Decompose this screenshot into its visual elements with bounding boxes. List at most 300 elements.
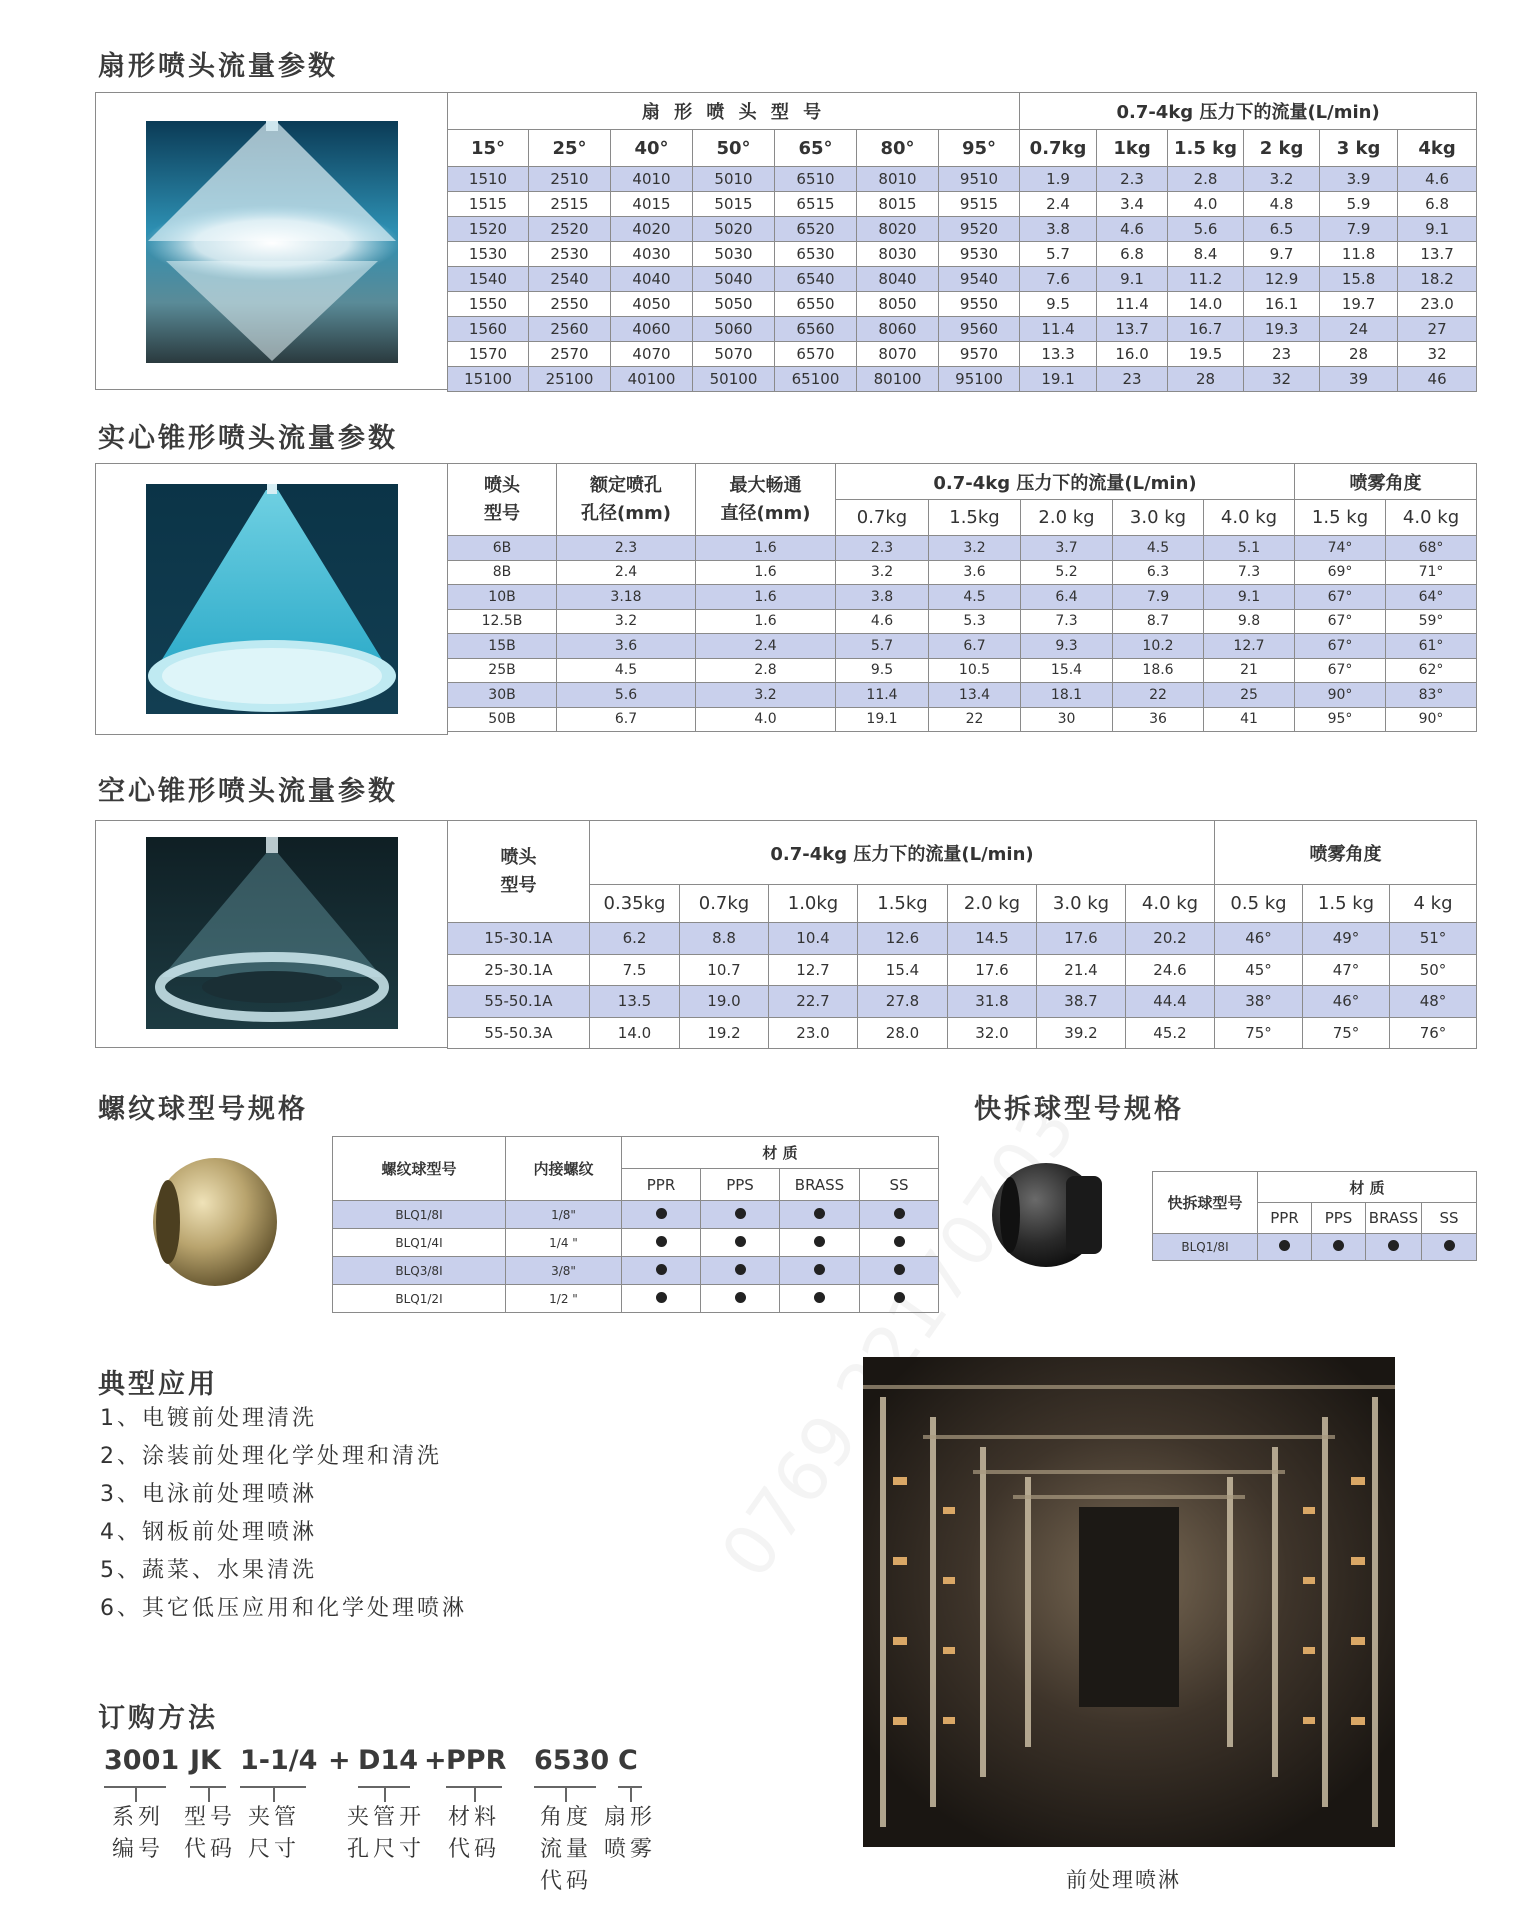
list-item: 5、蔬菜、水果清洗 <box>100 1558 317 1583</box>
solid-orifice-header <box>557 464 696 536</box>
table-cell: 67° <box>1295 658 1386 683</box>
table-cell: 1.6 <box>696 585 836 610</box>
hollow-flow-header: 0.7-4kg 压力下的流量(L/min) <box>590 821 1215 885</box>
table-cell: 12.6 <box>858 923 948 955</box>
table-cell: 27.8 <box>858 986 948 1018</box>
table-cell: 9510 <box>939 167 1020 192</box>
table-cell: 32 <box>1398 342 1477 367</box>
bullet-dot-icon <box>656 1264 667 1275</box>
table-cell: 2.8 <box>1168 167 1244 192</box>
bullet-dot-icon <box>894 1208 905 1219</box>
table-cell: 13.7 <box>1097 317 1168 342</box>
solid-col-header: 3.0 kg <box>1113 500 1204 536</box>
material-available-cell <box>780 1257 860 1285</box>
material-available-cell <box>701 1285 780 1313</box>
table-cell: 23 <box>1097 367 1168 392</box>
table-cell: 7.3 <box>1204 560 1295 585</box>
table-cell: 8070 <box>857 342 939 367</box>
quick-material-col: PPR <box>1258 1203 1312 1234</box>
table-cell: 83° <box>1386 683 1477 708</box>
table-cell: 3.2 <box>696 683 836 708</box>
table-row <box>448 342 1477 367</box>
table-cell: 6560 <box>775 317 857 342</box>
connector <box>565 1788 567 1802</box>
table-row <box>448 536 1477 561</box>
table-cell: 38.7 <box>1037 986 1126 1018</box>
table-cell: 23 <box>1244 342 1320 367</box>
table-cell: 2.3 <box>557 536 696 561</box>
table-cell: 15.4 <box>1021 658 1113 683</box>
thread-thread-header: 内接螺纹 <box>506 1137 622 1201</box>
table-cell: 23.0 <box>769 1017 858 1049</box>
table-cell: 4.6 <box>1097 217 1168 242</box>
fan-col-header: 3 kg <box>1320 130 1398 167</box>
table-cell: 6.4 <box>1021 585 1113 610</box>
table-cell: 19.2 <box>680 1017 769 1049</box>
hollow-col-header: 0.35kg <box>590 885 680 923</box>
table-cell: 9.1 <box>1097 267 1168 292</box>
table-cell: 6.3 <box>1113 560 1204 585</box>
bullet-dot-icon <box>656 1292 667 1303</box>
table-cell: 95100 <box>939 367 1020 392</box>
table-cell: 21 <box>1204 658 1295 683</box>
table-cell: 8015 <box>857 192 939 217</box>
solid-col-header: 0.7kg <box>836 500 929 536</box>
table-cell: 3.2 <box>929 536 1021 561</box>
table-cell: 9570 <box>939 342 1020 367</box>
table-row <box>448 242 1477 267</box>
table-cell: 7.3 <box>1021 609 1113 634</box>
table-cell: 8030 <box>857 242 939 267</box>
order-code-hole: D14 <box>358 1745 418 1776</box>
table-cell: 68° <box>1386 536 1477 561</box>
table-cell: 1.6 <box>696 536 836 561</box>
material-available-cell <box>1312 1234 1366 1261</box>
table-cell: 2550 <box>529 292 611 317</box>
table-cell: 6570 <box>775 342 857 367</box>
table-cell: 59° <box>1386 609 1477 634</box>
table-cell: 71° <box>1386 560 1477 585</box>
table-cell: 6.8 <box>1398 192 1477 217</box>
table-cell: 69° <box>1295 560 1386 585</box>
table-cell: 22 <box>929 707 1021 732</box>
order-code-plus: + <box>328 1745 351 1776</box>
table-cell: 4015 <box>611 192 693 217</box>
table-cell: 46° <box>1303 986 1390 1018</box>
table-cell: 6515 <box>775 192 857 217</box>
table-row <box>448 292 1477 317</box>
table-cell: 38° <box>1215 986 1303 1018</box>
table-cell: 5.7 <box>1020 242 1097 267</box>
thread-material-header: 材 质 <box>622 1137 939 1169</box>
thread-material-col: SS <box>860 1169 939 1201</box>
table-cell: 27 <box>1398 317 1477 342</box>
table-cell: 15B <box>448 634 557 659</box>
hollow-angle-header: 喷雾角度 <box>1215 821 1477 885</box>
table-cell: 6540 <box>775 267 857 292</box>
order-code-series: 3001 <box>104 1745 180 1776</box>
table-cell: 18.2 <box>1398 267 1477 292</box>
bullet-dot-icon <box>735 1292 746 1303</box>
list-item: 4、钢板前处理喷淋 <box>100 1520 317 1545</box>
solid-col-header: 1.5 kg <box>1295 500 1386 536</box>
table-cell: 1570 <box>448 342 529 367</box>
material-available-cell <box>622 1285 701 1313</box>
table-cell: 2520 <box>529 217 611 242</box>
table-cell: 24.6 <box>1126 954 1215 986</box>
table-cell: 9515 <box>939 192 1020 217</box>
table-cell: 7.9 <box>1113 585 1204 610</box>
hollow-col-header: 0.7kg <box>680 885 769 923</box>
pretreatment-spray-photo <box>863 1357 1395 1847</box>
quick-section-title: 快拆球型号规格 <box>974 1094 1184 1125</box>
table-cell: 8.8 <box>680 923 769 955</box>
table-cell: 1.9 <box>1020 167 1097 192</box>
table-cell: 75° <box>1303 1017 1390 1049</box>
solid-cone-table <box>447 463 1477 732</box>
table-cell: 15.8 <box>1320 267 1398 292</box>
table-row <box>448 683 1477 708</box>
table-cell: 19.7 <box>1320 292 1398 317</box>
table-cell: 39 <box>1320 367 1398 392</box>
table-cell: 8060 <box>857 317 939 342</box>
table-row <box>333 1285 939 1313</box>
table-cell: 13.3 <box>1020 342 1097 367</box>
solid-model-header-label: 喷头 型号 <box>484 474 520 524</box>
material-available-cell <box>780 1285 860 1313</box>
table-cell: 9.1 <box>1398 217 1477 242</box>
solid-orifice-header-label: 额定喷孔 孔径(mm) <box>581 474 671 524</box>
table-cell: 15100 <box>448 367 529 392</box>
list-item: 1、电镀前处理清洗 <box>100 1406 317 1431</box>
table-cell: 11.4 <box>1097 292 1168 317</box>
order-label-type: 型号 代码 <box>183 1805 236 1862</box>
table-cell: 6550 <box>775 292 857 317</box>
apps-list <box>100 1400 467 1628</box>
solid-model-header <box>448 464 557 536</box>
solid-col-header: 2.0 kg <box>1021 500 1113 536</box>
table-cell: 8040 <box>857 267 939 292</box>
quick-material-col: BRASS <box>1366 1203 1422 1234</box>
table-cell: 2.8 <box>696 658 836 683</box>
fan-col-header: 40° <box>611 130 693 167</box>
table-cell: 61° <box>1386 634 1477 659</box>
table-cell: 14.0 <box>1168 292 1244 317</box>
table-cell: 45.2 <box>1126 1017 1215 1049</box>
table-cell: 8010 <box>857 167 939 192</box>
hollow-col-header: 1.0kg <box>769 885 858 923</box>
table-cell: 4.0 <box>1168 192 1244 217</box>
bullet-dot-icon <box>894 1264 905 1275</box>
table-cell: 1.6 <box>696 560 836 585</box>
table-cell: 4070 <box>611 342 693 367</box>
table-cell: 28.0 <box>858 1017 948 1049</box>
table-cell: 11.4 <box>836 683 929 708</box>
table-cell: 46° <box>1215 923 1303 955</box>
table-cell: 22 <box>1113 683 1204 708</box>
table-cell: 9530 <box>939 242 1020 267</box>
table-cell: 8050 <box>857 292 939 317</box>
apps-section-title: 典型应用 <box>98 1369 218 1400</box>
table-cell: 50100 <box>693 367 775 392</box>
table-row <box>448 707 1477 732</box>
table-cell: 2.4 <box>696 634 836 659</box>
table-cell: 2515 <box>529 192 611 217</box>
table-cell: 47° <box>1303 954 1390 986</box>
table-cell: 48° <box>1390 986 1477 1018</box>
fan-col-header: 2 kg <box>1244 130 1320 167</box>
table-cell: 6.7 <box>929 634 1021 659</box>
table-cell: 18.6 <box>1113 658 1204 683</box>
table-cell: 9520 <box>939 217 1020 242</box>
table-cell: 19.0 <box>680 986 769 1018</box>
list-item: 3、电泳前处理喷淋 <box>100 1482 317 1507</box>
table-cell: BLQ3/8I <box>333 1257 506 1285</box>
hollow-col-header: 4.0 kg <box>1126 885 1215 923</box>
table-row <box>448 986 1477 1018</box>
table-cell: 25-30.1A <box>448 954 590 986</box>
table-cell: 3.8 <box>1020 217 1097 242</box>
material-available-cell <box>780 1201 860 1229</box>
table-cell: 6.7 <box>557 707 696 732</box>
table-cell: 1530 <box>448 242 529 267</box>
table-cell: BLQ1/4I <box>333 1229 506 1257</box>
table-cell: 30B <box>448 683 557 708</box>
bullet-dot-icon <box>1279 1240 1290 1251</box>
solid-flow-header: 0.7-4kg 压力下的流量(L/min) <box>836 464 1295 500</box>
material-available-cell <box>701 1201 780 1229</box>
table-cell: 46 <box>1398 367 1477 392</box>
table-cell: 1/8" <box>506 1201 622 1229</box>
table-cell: 4010 <box>611 167 693 192</box>
solid-cone-spray-icon <box>146 484 398 714</box>
table-cell: 15-30.1A <box>448 923 590 955</box>
material-available-cell <box>622 1257 701 1285</box>
table-cell: 9540 <box>939 267 1020 292</box>
table-cell: 10B <box>448 585 557 610</box>
table-cell: 25 <box>1204 683 1295 708</box>
material-available-cell <box>860 1229 939 1257</box>
hollow-cone-spray-icon <box>146 837 398 1029</box>
table-cell: 12.5B <box>448 609 557 634</box>
table-cell: 1510 <box>448 167 529 192</box>
material-available-cell <box>1258 1234 1312 1261</box>
table-cell: 4030 <box>611 242 693 267</box>
table-cell: 5.7 <box>836 634 929 659</box>
fan-col-header: 0.7kg <box>1020 130 1097 167</box>
fan-col-header: 95° <box>939 130 1020 167</box>
table-cell: 5070 <box>693 342 775 367</box>
fan-col-header: 25° <box>529 130 611 167</box>
fan-flow-header: 0.7-4kg 压力下的流量(L/min) <box>1020 93 1477 130</box>
hollow-col-header: 2.0 kg <box>948 885 1037 923</box>
connector <box>135 1788 137 1802</box>
table-cell: 65100 <box>775 367 857 392</box>
table-cell: 18.1 <box>1021 683 1113 708</box>
table-cell: 9560 <box>939 317 1020 342</box>
table-cell: 90° <box>1386 707 1477 732</box>
solid-passage-header-label: 最大畅通 直径(mm) <box>720 474 811 524</box>
table-row <box>448 585 1477 610</box>
order-code-type: JK <box>190 1745 221 1776</box>
material-available-cell <box>1366 1234 1422 1261</box>
material-available-cell <box>780 1229 860 1257</box>
order-code-fan: C <box>618 1745 638 1776</box>
table-cell: 14.0 <box>590 1017 680 1049</box>
hollow-model-header <box>448 821 590 923</box>
hollow-model-header-label: 喷头 型号 <box>500 846 537 896</box>
material-available-cell <box>1422 1234 1477 1261</box>
table-cell: 9.3 <box>1021 634 1113 659</box>
hollow-col-header: 0.5 kg <box>1215 885 1303 923</box>
table-cell: 5020 <box>693 217 775 242</box>
thread-ball-table <box>332 1136 939 1313</box>
table-row <box>1153 1234 1477 1261</box>
table-cell: 20.2 <box>1126 923 1215 955</box>
order-code-size: 1-1/4 <box>240 1745 318 1776</box>
quick-material-header: 材 质 <box>1258 1172 1477 1203</box>
table-cell: 2510 <box>529 167 611 192</box>
table-cell: 67° <box>1295 585 1386 610</box>
order-label-material: 材料 代码 <box>447 1805 500 1862</box>
solid-angle-header: 喷雾角度 <box>1295 464 1477 500</box>
quick-material-col: SS <box>1422 1203 1477 1234</box>
table-cell: 9.5 <box>1020 292 1097 317</box>
table-cell: 1520 <box>448 217 529 242</box>
table-cell: 2.4 <box>557 560 696 585</box>
table-cell: 22.7 <box>769 986 858 1018</box>
table-cell: 39.2 <box>1037 1017 1126 1049</box>
material-available-cell <box>860 1201 939 1229</box>
table-cell: 6.2 <box>590 923 680 955</box>
order-label-size: 夹管 尺寸 <box>247 1805 300 1862</box>
order-label-fan: 扇形 喷雾 <box>603 1805 656 1862</box>
table-cell: 4.5 <box>1113 536 1204 561</box>
table-cell: 64° <box>1386 585 1477 610</box>
table-cell: 4.6 <box>836 609 929 634</box>
table-cell: 5.6 <box>557 683 696 708</box>
table-cell: 76° <box>1390 1017 1477 1049</box>
bullet-dot-icon <box>1333 1240 1344 1251</box>
table-cell: 4040 <box>611 267 693 292</box>
table-cell: 10.4 <box>769 923 858 955</box>
table-row <box>448 560 1477 585</box>
table-cell: 1.6 <box>696 609 836 634</box>
order-code-plus: + <box>424 1745 447 1776</box>
table-cell: 1/4 " <box>506 1229 622 1257</box>
fan-spray-icon <box>146 121 398 363</box>
table-cell: 2560 <box>529 317 611 342</box>
table-cell: 4060 <box>611 317 693 342</box>
table-cell: 44.4 <box>1126 986 1215 1018</box>
table-cell: 7.6 <box>1020 267 1097 292</box>
table-cell: 8.7 <box>1113 609 1204 634</box>
table-cell: 30 <box>1021 707 1113 732</box>
table-row <box>448 658 1477 683</box>
material-available-cell <box>701 1257 780 1285</box>
order-label-angle: 角度 流量 代码 <box>539 1805 592 1894</box>
fan-flow-table <box>447 92 1477 392</box>
table-cell: 3.2 <box>836 560 929 585</box>
table-cell: 6.8 <box>1097 242 1168 267</box>
table-cell: 6B <box>448 536 557 561</box>
table-cell: 19.1 <box>1020 367 1097 392</box>
quick-model-header: 快拆球型号 <box>1153 1172 1258 1234</box>
table-cell: 36 <box>1113 707 1204 732</box>
connector <box>273 1788 275 1802</box>
fan-model-header: 扇 形 喷 头 型 号 <box>448 93 1020 130</box>
table-cell: 10.5 <box>929 658 1021 683</box>
table-cell: 15.4 <box>858 954 948 986</box>
table-cell: 7.5 <box>590 954 680 986</box>
table-cell: 3/8" <box>506 1257 622 1285</box>
table-cell: 9.7 <box>1244 242 1320 267</box>
table-cell: 28 <box>1320 342 1398 367</box>
quick-ball-table <box>1152 1171 1477 1261</box>
photo-caption: 前处理喷淋 <box>1066 1868 1181 1892</box>
table-cell: 55-50.3A <box>448 1017 590 1049</box>
bullet-dot-icon <box>894 1236 905 1247</box>
table-cell: 40100 <box>611 367 693 392</box>
connector <box>384 1788 386 1802</box>
bullet-dot-icon <box>814 1264 825 1275</box>
table-cell: 12.7 <box>1204 634 1295 659</box>
table-cell: 16.0 <box>1097 342 1168 367</box>
bullet-dot-icon <box>735 1208 746 1219</box>
table-cell: 49° <box>1303 923 1390 955</box>
table-cell: 95° <box>1295 707 1386 732</box>
table-row <box>448 217 1477 242</box>
table-cell: BLQ1/8I <box>1153 1234 1258 1261</box>
fan-col-header: 80° <box>857 130 939 167</box>
table-cell: BLQ1/8I <box>333 1201 506 1229</box>
fan-spray-image <box>95 92 448 390</box>
fan-col-header: 15° <box>448 130 529 167</box>
hollow-col-header: 1.5kg <box>858 885 948 923</box>
order-label-hole: 夹管开 孔尺寸 <box>346 1805 425 1862</box>
table-cell: 11.4 <box>1020 317 1097 342</box>
table-cell: 9.1 <box>1204 585 1295 610</box>
table-cell: 5060 <box>693 317 775 342</box>
table-cell: 21.4 <box>1037 954 1126 986</box>
hollow-cone-table <box>447 820 1477 1049</box>
thread-section-title: 螺纹球型号规格 <box>98 1094 308 1125</box>
table-cell: 9550 <box>939 292 1020 317</box>
table-cell: 4050 <box>611 292 693 317</box>
table-cell: 67° <box>1295 609 1386 634</box>
hollow-cone-image <box>95 820 448 1048</box>
material-available-cell <box>622 1201 701 1229</box>
material-available-cell <box>701 1229 780 1257</box>
table-row <box>448 954 1477 986</box>
quick-material-col: PPS <box>1312 1203 1366 1234</box>
thread-material-col: PPS <box>701 1169 780 1201</box>
hollow-col-header: 3.0 kg <box>1037 885 1126 923</box>
table-cell: 3.9 <box>1320 167 1398 192</box>
threaded-ball-icon <box>150 1155 280 1290</box>
table-cell: 5010 <box>693 167 775 192</box>
table-cell: 9.8 <box>1204 609 1295 634</box>
table-cell: 2.4 <box>1020 192 1097 217</box>
table-cell: 3.2 <box>1244 167 1320 192</box>
table-row <box>448 167 1477 192</box>
table-cell: 8020 <box>857 217 939 242</box>
table-cell: 9.5 <box>836 658 929 683</box>
table-row <box>448 1017 1477 1049</box>
fan-col-header: 50° <box>693 130 775 167</box>
bullet-dot-icon <box>1444 1240 1455 1251</box>
table-cell: 3.6 <box>557 634 696 659</box>
